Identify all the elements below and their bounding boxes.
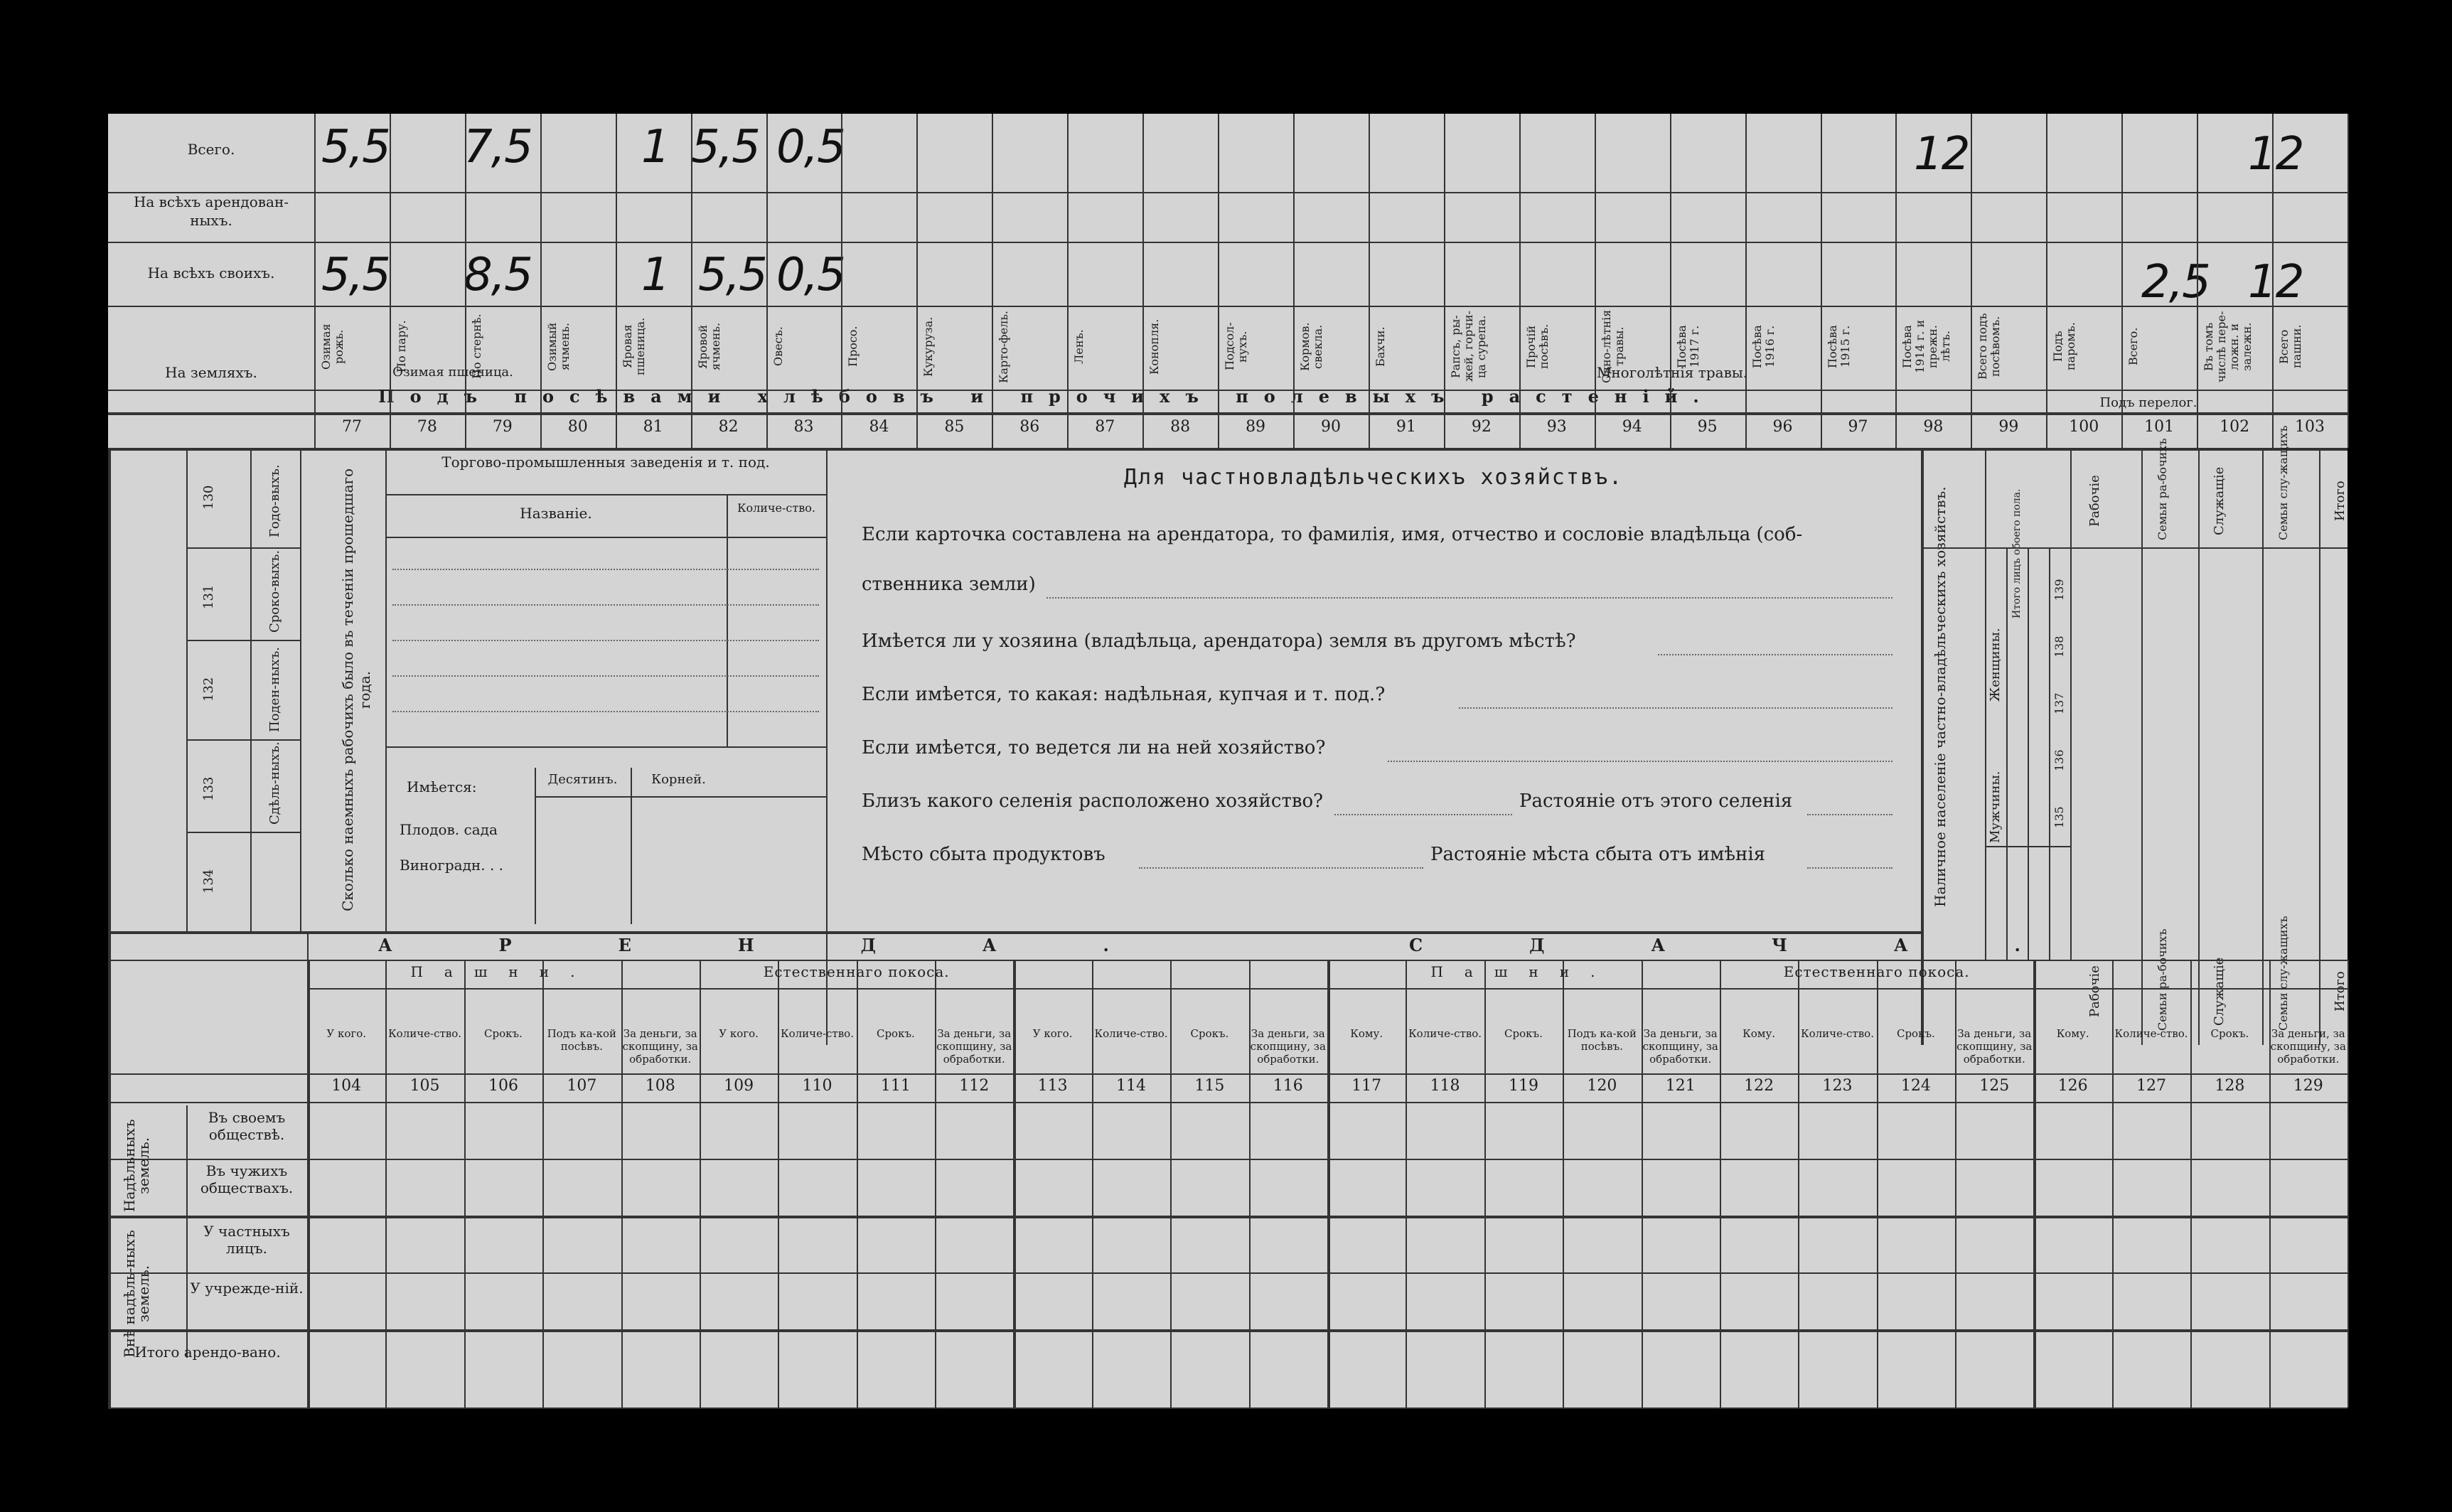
- col-number: 129: [2293, 1077, 2323, 1095]
- col-header-14: Кормов. свекла.: [1298, 322, 1325, 371]
- row-label-svoi: На всѣхъ своихъ.: [147, 264, 275, 282]
- col-divider: [766, 114, 768, 448]
- col-number: 97: [1848, 418, 1868, 436]
- col-number: 115: [1194, 1077, 1225, 1095]
- population-title: Наличное населеніе частно-владѣльческихъ хозяйствъ.: [1932, 486, 1949, 907]
- sub-header: У кого.: [719, 1027, 759, 1040]
- sub-header: Кому.: [1742, 1027, 1776, 1040]
- sub-header: За деньги, за скопщину, за обработки.: [1642, 1027, 1718, 1066]
- arenda-banner: АРЕНДА.: [378, 935, 1216, 955]
- sub-header: За деньги, за скопщину, за обработки.: [1250, 1027, 1326, 1066]
- row-divider: [307, 988, 2347, 990]
- col-number: 90: [1321, 418, 1341, 436]
- col-header-20: Посѣва 1916 г.: [1750, 325, 1777, 368]
- hw-value: 12: [2248, 128, 2303, 181]
- row-divider: [108, 242, 2347, 243]
- col-header-11: Ленъ.: [1072, 329, 1086, 364]
- dotted-line: [1658, 654, 1892, 655]
- plodov-label: Плодов. сада: [400, 821, 498, 838]
- col-divider: [390, 114, 391, 448]
- group-header: Пашни.: [1430, 963, 1617, 980]
- nadel-label: Надѣльныхъ земель.: [121, 1119, 152, 1213]
- col-number: 78: [417, 418, 437, 436]
- col-divider: [841, 114, 842, 448]
- border: [108, 448, 111, 931]
- private-line: Имѣется ли у хозяина (владѣльца, арендатора) земля въ другомъ мѣстѣ?: [862, 631, 1576, 652]
- sub-header: За деньги, за скопщину, за обработки.: [622, 1027, 698, 1066]
- sub-header: Срокъ.: [2210, 1027, 2249, 1040]
- col-number: 102: [2220, 418, 2250, 436]
- trade-qty: Количе-ство.: [737, 501, 815, 515]
- divider: [2049, 547, 2050, 960]
- private-title: Для частновладѣльческихъ хозяйствъ.: [1123, 465, 1624, 490]
- col-number: 127: [2136, 1077, 2167, 1095]
- hw-value: 7,5: [464, 121, 532, 173]
- sub-header: У кого.: [1032, 1027, 1073, 1040]
- divider: [535, 768, 536, 924]
- col-header-9: Кукуруза.: [921, 316, 936, 377]
- dotted-line: [392, 569, 819, 570]
- hired-num: 130: [201, 485, 216, 510]
- col-number: 80: [567, 418, 588, 436]
- side-col: Семьи слу-жащихъ: [2276, 425, 2290, 540]
- col-number: 118: [1430, 1077, 1460, 1095]
- crops-banner: Подъ посѣвами хлѣбовъ и прочихъ полевыхъ растеній.: [378, 386, 1715, 407]
- sub-header: Срокъ.: [484, 1027, 523, 1040]
- hired-num: 131: [201, 584, 216, 610]
- divider: [385, 746, 826, 748]
- hw-value: 5,5: [691, 121, 759, 173]
- side-col: Семьи слу-жащихъ: [2276, 916, 2290, 1031]
- col-number: 84: [869, 418, 889, 436]
- col-number: 81: [643, 418, 663, 436]
- group-header: Естественнаго покоса.: [763, 963, 950, 980]
- divider: [826, 448, 828, 1045]
- col-divider: [314, 114, 316, 448]
- col-header-12: Конопля.: [1147, 318, 1162, 375]
- section-divider: [108, 448, 2347, 451]
- col-number: 103: [2295, 418, 2325, 436]
- col-number: 98: [1923, 418, 1944, 436]
- pop-num: 138: [2052, 636, 2066, 658]
- sub-header: Подъ ка-кой посѣвъ.: [547, 1027, 617, 1053]
- row-label: У частныхъ лицъ.: [203, 1223, 290, 1257]
- col-number: 104: [331, 1077, 362, 1095]
- col-number: 119: [1508, 1077, 1538, 1095]
- col-header-16: Рапсъ, ры-жей, горчи-ца сурепа.: [1448, 311, 1488, 382]
- col-divider: [992, 114, 993, 448]
- col-header-22: Посѣва 1914 г. и прежн. лѣтъ.: [1900, 319, 1953, 374]
- col-number: 91: [1396, 418, 1416, 436]
- hw-value: 1: [641, 249, 669, 301]
- hired-label: Сроко-выхъ.: [267, 549, 282, 633]
- col-number: 79: [492, 418, 513, 436]
- row-label: Въ чужихъ обществахъ.: [200, 1162, 294, 1196]
- col-number: 124: [1900, 1077, 1931, 1095]
- col-divider: [1745, 114, 1747, 448]
- col-divider: [1821, 114, 1822, 448]
- vinograd-label: Виноградн. . .: [400, 857, 504, 874]
- sub-header: У кого.: [326, 1027, 367, 1040]
- col-header-15: Бахчи.: [1373, 326, 1387, 367]
- hw-value: 5,5: [321, 121, 390, 173]
- sub-header: Срокъ.: [1504, 1027, 1543, 1040]
- hw-value: 12: [2248, 256, 2303, 309]
- divider: [186, 832, 300, 833]
- dotted-line: [1459, 707, 1892, 709]
- col-header-10: Карто-фель.: [997, 310, 1011, 383]
- col-number: 95: [1697, 418, 1718, 436]
- col-number: 121: [1665, 1077, 1696, 1095]
- row-divider: [108, 960, 2347, 961]
- col-divider: [1519, 114, 1521, 448]
- col-number: 108: [645, 1077, 675, 1095]
- side-col: Семьи ра-бочихъ: [2156, 928, 2169, 1031]
- dotted-line: [1388, 761, 1892, 762]
- col-header-5: Яровая пшеница.: [620, 317, 647, 376]
- col-number: 125: [1979, 1077, 2010, 1095]
- row-label-zemlyakh: На земляхъ.: [165, 364, 257, 381]
- sub-header: Срокъ.: [876, 1027, 915, 1040]
- col-divider: [691, 114, 692, 448]
- private-line: Если карточка составлена на арендатора, то фамилія, имя, отчество и сословіе владѣльца (соб-: [862, 524, 1803, 545]
- col-header-27: Всего пашни.: [2277, 324, 2304, 369]
- pop-num: 137: [2052, 692, 2066, 715]
- col-header-21: Посѣва 1915 г.: [1825, 325, 1852, 368]
- col-header-17: Прочій посѣвъ.: [1524, 323, 1551, 370]
- col-number: 93: [1546, 418, 1567, 436]
- row-divider: [108, 1102, 2347, 1103]
- dotted-line: [392, 711, 819, 712]
- korney-label: Корней.: [651, 772, 706, 787]
- ozimaya-label: Озимая пшеница.: [392, 365, 513, 380]
- sub-header: Количе-ство.: [1800, 1027, 1874, 1040]
- hw-value: 0,5: [776, 121, 845, 173]
- col-number: 123: [1822, 1077, 1853, 1095]
- sub-header: Подъ ка-кой посѣвъ.: [1567, 1027, 1637, 1053]
- col-divider: [1971, 114, 1972, 448]
- col-header-25: Всего.: [2126, 327, 2141, 366]
- col-number: 101: [2144, 418, 2175, 436]
- hw-value: 5,5: [698, 249, 766, 301]
- private-line: Мѣсто сбыта продуктовъ: [862, 844, 1105, 865]
- hired-title: Сколько наемныхъ рабочихъ было въ теченіи прошедшаго года.: [339, 468, 373, 911]
- col-divider: [1670, 114, 1671, 448]
- col-number: 113: [1037, 1077, 1068, 1095]
- col-number: 122: [1744, 1077, 1774, 1095]
- sub-header: За деньги, за скопщину, за обработки.: [936, 1027, 1012, 1066]
- col-header-23: Всего подъ посѣвомъ.: [1976, 313, 2003, 380]
- dotted-line: [1807, 814, 1892, 815]
- side-col: Рабочіе: [2087, 475, 2102, 527]
- divider: [2141, 448, 2143, 1045]
- dotted-line: [1139, 867, 1423, 869]
- census-card: [108, 114, 2347, 1408]
- row-divider: [108, 192, 2347, 193]
- row-label-arend: На всѣхъ арендован-: [133, 193, 289, 210]
- row-label: У учрежде-ній.: [190, 1280, 304, 1297]
- divider: [2028, 547, 2029, 960]
- row-divider: [108, 1272, 2347, 1274]
- col-number: 126: [2057, 1077, 2088, 1095]
- sub-header: Срокъ.: [1896, 1027, 1935, 1040]
- divider: [1921, 547, 2347, 549]
- col-header-6: Яровой ячмень.: [695, 322, 722, 371]
- divider: [2319, 448, 2320, 1045]
- private-line: Растояніе мѣста сбыта отъ имѣнія: [1430, 844, 1766, 865]
- col-number: 116: [1273, 1077, 1303, 1095]
- col-number: 99: [1998, 418, 2019, 436]
- col-divider: [1444, 114, 1445, 448]
- side-col: Итого: [2333, 481, 2347, 522]
- col-divider: [1067, 114, 1069, 448]
- col-number: 83: [793, 418, 814, 436]
- row-label: Въ своемъ обществѣ.: [208, 1109, 286, 1143]
- col-divider: [2347, 114, 2349, 448]
- trade-name: Названіе.: [520, 505, 592, 522]
- divider: [186, 739, 300, 741]
- hw-value: 8,5: [464, 249, 532, 301]
- divider: [2070, 448, 2072, 960]
- col-number: 106: [488, 1077, 518, 1095]
- col-number: 88: [1170, 418, 1191, 436]
- desyatin-label: Десятинъ.: [547, 772, 618, 787]
- sdacha-banner: СДАЧА.: [1409, 935, 2127, 955]
- col-divider: [1142, 114, 1144, 448]
- sub-header: За деньги, за скопщину, за обработки.: [1956, 1027, 2033, 1066]
- divider: [2262, 448, 2264, 1045]
- hw-value: 2,5: [2141, 256, 2210, 309]
- dotted-line: [392, 675, 819, 677]
- col-number: 82: [718, 418, 739, 436]
- divider: [1921, 448, 1924, 1045]
- hired-num: 133: [201, 776, 216, 802]
- col-number: 77: [341, 418, 362, 436]
- col-number: 112: [959, 1077, 990, 1095]
- divider: [250, 448, 252, 931]
- mnogolet-label: Многолѣтнія травы.: [1596, 364, 1748, 381]
- col-number: 117: [1351, 1077, 1382, 1095]
- side-col: Итого: [2333, 971, 2347, 1012]
- col-header-24: Подъ паромъ.: [2051, 322, 2078, 371]
- divider: [186, 547, 300, 549]
- col-number: 86: [1019, 418, 1040, 436]
- row-divider: [108, 1408, 2347, 1409]
- col-divider: [1595, 114, 1596, 448]
- private-line: Близъ какого селенія расположено хозяйство?: [862, 790, 1324, 812]
- itogo-label: Итого лицъ обоего пола.: [2011, 488, 2023, 618]
- row-label: Итого арендо-вано.: [134, 1344, 281, 1361]
- col-divider: [2046, 114, 2047, 448]
- sub-header: Кому.: [1350, 1027, 1383, 1040]
- hw-value: 5,5: [321, 249, 390, 301]
- pop-num: 136: [2052, 749, 2066, 772]
- divider: [1985, 846, 2070, 847]
- col-number: 107: [567, 1077, 597, 1095]
- col-number: 87: [1095, 418, 1115, 436]
- side-col: Служащіе: [2212, 957, 2227, 1026]
- row-divider: [108, 1159, 2347, 1160]
- col-header-8: Просо.: [846, 326, 860, 368]
- vne-label: Внѣ надѣль-ныхъ земель.: [121, 1230, 152, 1358]
- col-header-2: По пару.: [394, 320, 408, 373]
- hired-label: Сдѣль-ныхъ.: [267, 741, 282, 825]
- col-divider: [616, 114, 617, 448]
- hw-value: 0,5: [776, 249, 845, 301]
- divider: [385, 494, 826, 495]
- col-header-18: Одно-лѣтнія травы.: [1599, 309, 1626, 384]
- row-label-vsego: Всего.: [187, 141, 235, 158]
- hired-num: 132: [201, 677, 216, 702]
- group-header: Естественнаго покоса.: [1783, 963, 1970, 980]
- divider: [186, 640, 300, 641]
- dotted-line: [1807, 867, 1892, 869]
- imeetsya-label: Имѣется:: [407, 778, 477, 795]
- trade-title: Торгово-промышленныя заведенія и т. под.: [441, 454, 770, 471]
- hw-value: 1: [641, 121, 669, 173]
- col-header-26: Въ томъ числѣ пере-ложн. и залежн.: [2202, 311, 2254, 382]
- col-number: 96: [1772, 418, 1793, 436]
- sub-header: Кому.: [2056, 1027, 2089, 1040]
- divider: [186, 448, 188, 931]
- col-divider: [465, 114, 466, 448]
- col-number: 94: [1622, 418, 1642, 436]
- sub-header: Количе-ство.: [2114, 1027, 2188, 1040]
- divider: [1985, 448, 1986, 960]
- side-col: Служащіе: [2212, 466, 2227, 536]
- col-number: 100: [2069, 418, 2099, 436]
- dotted-line: [1334, 814, 1512, 815]
- divider: [727, 494, 728, 746]
- col-number: 110: [802, 1077, 832, 1095]
- col-header-1: Озимая рожь.: [319, 323, 346, 370]
- row-divider: [108, 1329, 2347, 1332]
- sub-header: За деньги, за скопщину, за обработки.: [2270, 1027, 2346, 1066]
- group-header: Пашни.: [410, 963, 596, 980]
- col-number: 89: [1246, 418, 1266, 436]
- sub-header: Количе-ство.: [388, 1027, 462, 1040]
- col-divider: [2197, 114, 2198, 448]
- side-col: Семьи ра-бочихъ: [2156, 438, 2169, 540]
- col-divider: [540, 114, 542, 448]
- pop-num: 135: [2052, 806, 2066, 829]
- col-header-13: Подсол-нухъ.: [1223, 322, 1250, 371]
- divider: [535, 796, 826, 798]
- dotted-line: [392, 640, 819, 641]
- col-divider: [2121, 114, 2123, 448]
- col-divider: [1218, 114, 1219, 448]
- border: [108, 931, 111, 1408]
- sub-header: Количе-ство.: [780, 1027, 854, 1040]
- hired-label: Годо-выхъ.: [267, 464, 282, 538]
- dotted-line: [1046, 597, 1892, 599]
- women-label: Женщины.: [1988, 628, 2003, 702]
- col-header-7: Овесъ.: [771, 326, 785, 367]
- sub-header: Срокъ.: [1190, 1027, 1229, 1040]
- divider: [631, 768, 632, 924]
- col-number: 105: [409, 1077, 440, 1095]
- col-divider: [2272, 114, 2274, 448]
- sub-header: Количе-ство.: [1408, 1027, 1482, 1040]
- col-number: 120: [1587, 1077, 1617, 1095]
- col-number: 114: [1116, 1077, 1147, 1095]
- col-divider: [2347, 960, 2349, 1408]
- divider: [2006, 547, 2008, 960]
- private-line: Если имѣется, то ведется ли на ней хозяйство?: [862, 737, 1326, 758]
- col-number: 109: [724, 1077, 754, 1095]
- pop-num: 139: [2052, 579, 2066, 601]
- row-divider: [108, 306, 2347, 307]
- col-divider: [1895, 114, 1897, 448]
- col-divider: [1369, 114, 1370, 448]
- dotted-line: [392, 604, 819, 606]
- divider: [385, 537, 826, 538]
- side-col: Рабочіе: [2087, 965, 2102, 1018]
- divider: [300, 448, 301, 931]
- hw-value: 12: [1914, 128, 1969, 181]
- row-divider: [108, 1073, 2347, 1075]
- private-line: Если имѣется, то какая: надѣльная, купчая и т. под.?: [862, 684, 1386, 705]
- col-number: 92: [1471, 418, 1492, 436]
- col-divider: [1293, 114, 1295, 448]
- hired-num: 134: [201, 869, 216, 894]
- col-header-3: По стернѣ.: [469, 313, 483, 380]
- row-divider: [108, 412, 2347, 415]
- col-divider: [916, 114, 918, 448]
- section-divider: [108, 931, 1921, 934]
- hired-label: Поден-ныхъ.: [267, 647, 282, 732]
- row-divider: [108, 1216, 2347, 1218]
- col-number: 85: [944, 418, 965, 436]
- row-label-arend-2: ныхъ.: [190, 212, 232, 229]
- col-number: 111: [880, 1077, 911, 1095]
- sub-header: Количе-ство.: [1094, 1027, 1168, 1040]
- divider: [2198, 448, 2200, 1045]
- private-line: ственника земли): [862, 574, 1036, 595]
- col-header-19: Посѣва 1917 г.: [1674, 325, 1701, 368]
- perelog-label: Подъ перелог.: [2099, 395, 2197, 410]
- private-line: Растояніе отъ этого селенія: [1519, 790, 1793, 812]
- men-label: Мужчины.: [1988, 771, 2003, 843]
- col-header-4: Озимый ячмень.: [545, 322, 572, 371]
- col-number: 128: [2215, 1077, 2245, 1095]
